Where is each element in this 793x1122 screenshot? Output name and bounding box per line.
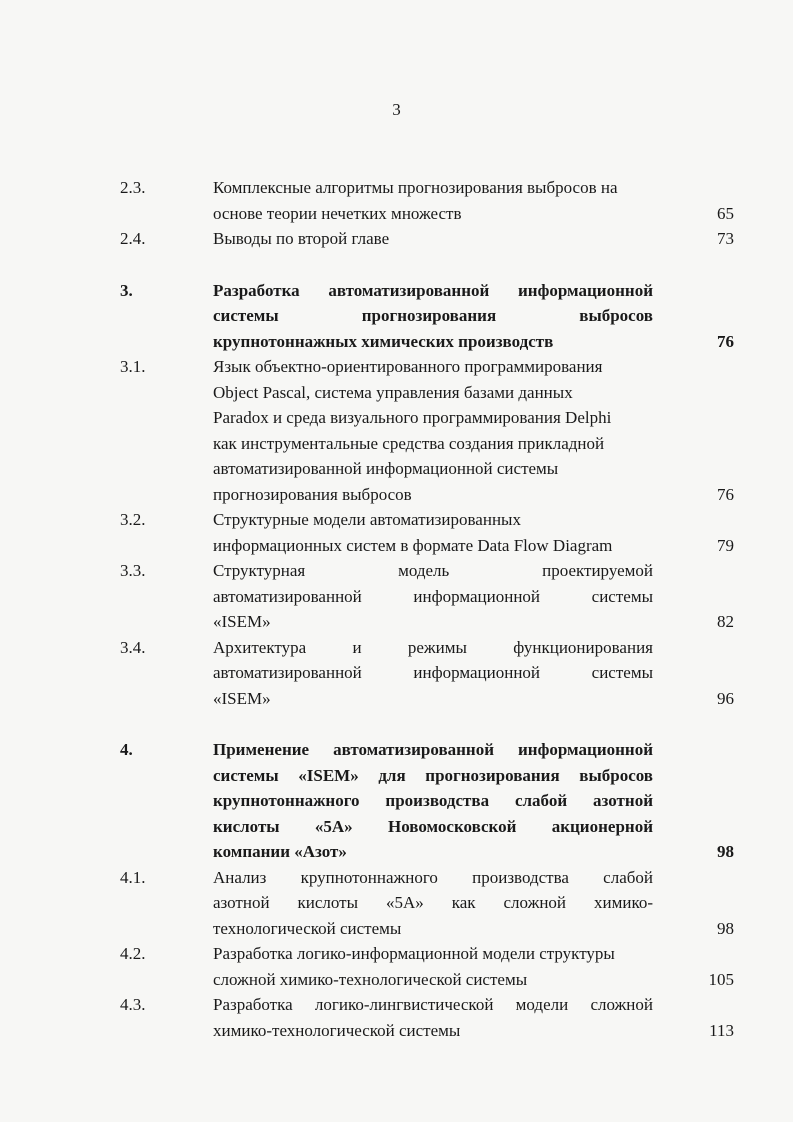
toc-entry-line: крупнотоннажных химических производств bbox=[213, 331, 554, 351]
toc-entry-title bbox=[213, 635, 653, 712]
toc-entry-page: 96 bbox=[717, 688, 734, 708]
toc-entry-line: компании «Азот» bbox=[213, 842, 347, 861]
toc-entry-number: 3.2. bbox=[120, 510, 146, 529]
toc-entry-page: 105 bbox=[708, 969, 734, 989]
toc-entry-line: крупнотоннажного производства слабой азотной bbox=[213, 791, 653, 810]
toc-entry-title bbox=[213, 354, 653, 507]
toc-entry-page: 79 bbox=[717, 535, 734, 555]
table-of-contents bbox=[0, 175, 793, 1043]
toc-entry-line: Язык объектно-ориентированного программирования bbox=[213, 357, 603, 376]
toc-entry-line: прогнозирования выбросов bbox=[213, 484, 412, 504]
toc-entry-3-1 bbox=[120, 354, 740, 507]
toc-entry-3-4 bbox=[120, 635, 740, 712]
toc-entry-4-1 bbox=[120, 865, 740, 942]
toc-entry-line: сложной химико-технологической системы bbox=[213, 969, 528, 989]
toc-entry-page: 82 bbox=[717, 612, 734, 631]
page-number: 3 bbox=[392, 100, 401, 119]
toc-entry-line: технологической системы bbox=[213, 918, 402, 938]
toc-chapter-number: 4. bbox=[120, 740, 133, 759]
toc-entry-line: Структурная модель проектируемой bbox=[213, 561, 653, 580]
toc-entry-number: 2.3. bbox=[120, 178, 146, 197]
toc-entry-line: Комплексные алгоритмы прогнозирования выбросов на bbox=[213, 178, 618, 197]
toc-entry-line: Применение автоматизированной информационной bbox=[213, 740, 653, 759]
toc-chapter-page: 98 bbox=[717, 842, 734, 861]
toc-entry-line: основе теории нечетких множеств bbox=[213, 203, 462, 223]
toc-entry-title bbox=[213, 865, 653, 942]
toc-chapter-title bbox=[213, 278, 653, 355]
toc-entry-line: автоматизированной информационной системы bbox=[213, 663, 653, 682]
toc-entry-number: 3.4. bbox=[120, 637, 146, 657]
toc-entry-page: 65 bbox=[717, 203, 734, 223]
toc-entry-3-2 bbox=[120, 507, 740, 558]
toc-chapter-page: 76 bbox=[717, 331, 734, 351]
toc-entry-line: «ISEM» bbox=[213, 688, 271, 708]
toc-entry-line: системы «ISEM» для прогнозирования выбросов bbox=[213, 765, 653, 785]
toc-entry-line: Выводы по второй главе bbox=[213, 229, 390, 248]
toc-entry-line: Paradox и среда визуального программирования Delphi bbox=[213, 408, 612, 427]
toc-entry-2-3 bbox=[120, 175, 740, 226]
toc-entry-title bbox=[213, 558, 653, 635]
toc-entry-line: информационных систем в формате Data Flow Diagram bbox=[213, 535, 613, 555]
toc-entry-line: Анализ крупнотоннажного производства слабой bbox=[213, 867, 653, 887]
toc-chapter-number: 3. bbox=[120, 280, 133, 300]
toc-entry-title bbox=[213, 507, 653, 558]
toc-entry-title bbox=[213, 992, 653, 1043]
toc-entry-line: автоматизированной информационной системы bbox=[213, 586, 653, 606]
toc-entry-line: автоматизированной информационной системы bbox=[213, 459, 559, 478]
toc-entry-line: Структурные модели автоматизированных bbox=[213, 510, 521, 529]
toc-entry-number: 4.1. bbox=[120, 867, 146, 887]
toc-entry-title bbox=[213, 175, 653, 226]
toc-entry-number: 2.4. bbox=[120, 229, 146, 248]
toc-entry-3-3 bbox=[120, 558, 740, 635]
toc-entry-line: системы прогнозирования выбросов bbox=[213, 306, 653, 325]
toc-entry-number: 3.1. bbox=[120, 357, 146, 376]
toc-entry-4-2 bbox=[120, 941, 740, 992]
toc-entry-number: 4.2. bbox=[120, 944, 146, 963]
toc-entry-line: как инструментальные средства создания прикладной bbox=[213, 433, 605, 453]
toc-entry-4-3 bbox=[120, 992, 740, 1043]
toc-entry-number: 3.3. bbox=[120, 561, 146, 580]
toc-entry-page: 113 bbox=[709, 1020, 734, 1040]
toc-entry-page: 73 bbox=[717, 229, 734, 248]
toc-chapter-3 bbox=[120, 278, 740, 355]
toc-entry-line: «ISEM» bbox=[213, 612, 271, 631]
toc-entry-line: химико-технологической системы bbox=[213, 1020, 461, 1040]
toc-entry-line: Разработка логико-лингвистической модели сложной bbox=[213, 995, 653, 1014]
toc-chapter-title bbox=[213, 737, 653, 865]
toc-entry-line: Архитектура и режимы функционирования bbox=[213, 637, 653, 657]
toc-entry-line: Разработка автоматизированной информационной bbox=[213, 280, 653, 300]
toc-entry-page: 76 bbox=[717, 484, 734, 504]
toc-entry-page: 98 bbox=[717, 918, 734, 938]
toc-entry-2-4 bbox=[120, 226, 740, 252]
toc-chapter-4 bbox=[120, 737, 740, 865]
toc-entry-line: Object Pascal, система управления базами данных bbox=[213, 382, 573, 402]
toc-entry-title bbox=[213, 226, 653, 252]
toc-entry-line: Разработка логико-информационной модели структуры bbox=[213, 944, 615, 963]
toc-entry-title bbox=[213, 941, 653, 992]
toc-entry-number: 4.3. bbox=[120, 995, 146, 1014]
toc-entry-line: азотной кислоты «5А» как сложной химико- bbox=[213, 893, 653, 912]
toc-entry-line: кислоты «5А» Новомосковской акционерной bbox=[213, 816, 653, 836]
